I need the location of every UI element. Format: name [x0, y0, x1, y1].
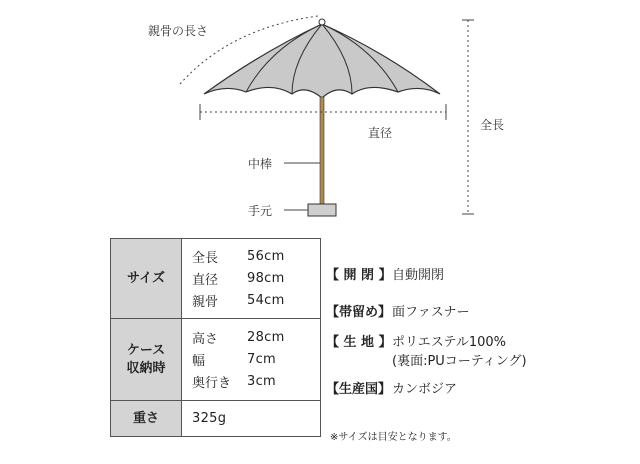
spec-row: 幅 7cm [192, 352, 276, 369]
umbrella-canopy [204, 24, 440, 98]
spec-header-size: サイズ [111, 239, 182, 319]
diameter-label: 直径 [368, 126, 393, 140]
spec-row: 全長 56cm [192, 249, 285, 266]
rib-length-label: 親骨の長さ [148, 24, 209, 38]
info-fabric: 【 生 地 】ポリエステル100% (裏面:PUコーティング) [326, 335, 527, 369]
spec-row: 直径 98cm [192, 271, 285, 288]
size-note: ※サイズは目安となります。 [330, 432, 457, 443]
spec-section-weight [111, 401, 321, 437]
spec-row: 325g [192, 411, 227, 426]
info-origin: 【生産国】カンボジア [326, 382, 458, 397]
shaft-label: 中棒 [248, 157, 273, 171]
spec-row: 奥行き 3cm [192, 374, 276, 391]
spec-section-size [111, 239, 321, 319]
info-strap: 【帯留め】面ファスナー [326, 305, 470, 320]
handle-label: 手元 [248, 204, 273, 218]
spec-table [110, 238, 321, 437]
umbrella-shaft [320, 97, 324, 205]
spec-row: 親骨 54cm [192, 293, 285, 310]
total-length-label: 全長 [480, 118, 505, 132]
spec-section-case [111, 319, 321, 401]
info-open-close: 【 開 閉 】自動開閉 [326, 268, 445, 283]
umbrella-handle [308, 204, 336, 216]
spec-row: 高さ 28cm [192, 330, 285, 347]
spec-header-case: ケース 収納時 [111, 319, 182, 401]
spec-header-weight: 重さ [111, 401, 182, 437]
